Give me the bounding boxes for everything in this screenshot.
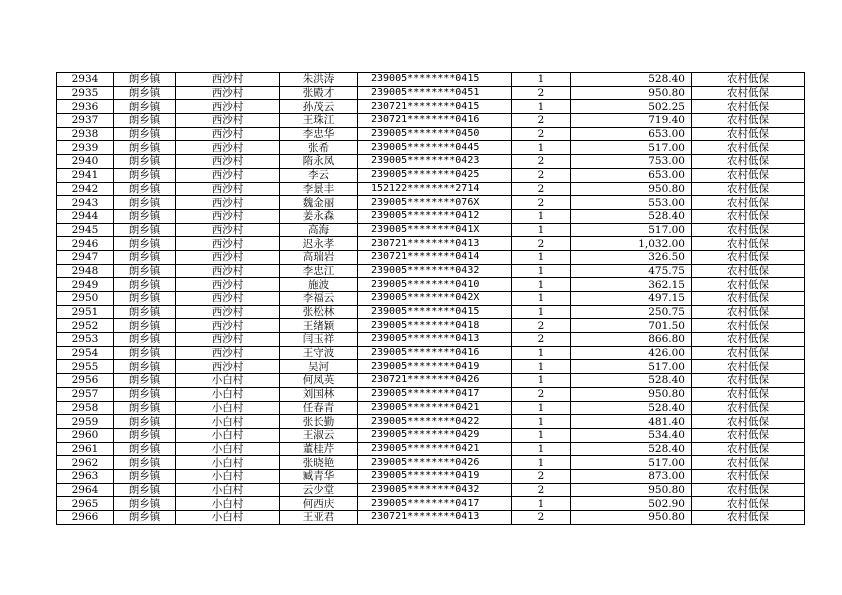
household-count-cell: 1 xyxy=(512,428,571,442)
table-row xyxy=(57,415,805,429)
beneficiary-table-body xyxy=(57,73,805,525)
name-cell: 王淑云 xyxy=(280,428,358,442)
assistance-type-cell: 农村低保 xyxy=(692,182,805,196)
row-number: 2939 xyxy=(57,141,114,155)
row-number: 2942 xyxy=(57,182,114,196)
town-cell: 朗乡镇 xyxy=(114,223,176,237)
row-number: 2944 xyxy=(57,209,114,223)
town-cell: 朗乡镇 xyxy=(114,250,176,264)
village-cell: 西沙村 xyxy=(176,264,280,278)
table-row xyxy=(57,469,805,483)
table-row xyxy=(57,141,805,155)
household-count-cell: 1 xyxy=(512,442,571,456)
household-count-cell: 2 xyxy=(512,155,571,169)
name-cell: 云少堂 xyxy=(280,483,358,497)
name-cell: 王绪颖 xyxy=(280,319,358,333)
table-row xyxy=(57,497,805,511)
town-cell: 朗乡镇 xyxy=(114,305,176,319)
amount-cell: 653.00 xyxy=(571,127,692,141)
household-count-cell: 1 xyxy=(512,292,571,306)
assistance-type-cell: 农村低保 xyxy=(692,360,805,374)
household-count-cell: 1 xyxy=(512,209,571,223)
household-count-cell: 1 xyxy=(512,497,571,511)
town-cell: 朗乡镇 xyxy=(114,511,176,525)
amount-cell: 528.40 xyxy=(571,209,692,223)
household-count-cell: 1 xyxy=(512,73,571,87)
household-count-cell: 1 xyxy=(512,415,571,429)
name-cell: 吴河 xyxy=(280,360,358,374)
amount-cell: 426.00 xyxy=(571,346,692,360)
household-count-cell: 1 xyxy=(512,456,571,470)
town-cell: 朗乡镇 xyxy=(114,100,176,114)
village-cell: 西沙村 xyxy=(176,114,280,128)
id-number-cell: 239005********0415 xyxy=(358,305,512,319)
village-cell: 西沙村 xyxy=(176,141,280,155)
village-cell: 西沙村 xyxy=(176,196,280,210)
village-cell: 西沙村 xyxy=(176,168,280,182)
town-cell: 朗乡镇 xyxy=(114,333,176,347)
amount-cell: 326.50 xyxy=(571,250,692,264)
amount-cell: 553.00 xyxy=(571,196,692,210)
town-cell: 朗乡镇 xyxy=(114,209,176,223)
assistance-type-cell: 农村低保 xyxy=(692,155,805,169)
household-count-cell: 1 xyxy=(512,100,571,114)
table-row xyxy=(57,196,805,210)
town-cell: 朗乡镇 xyxy=(114,196,176,210)
amount-cell: 653.00 xyxy=(571,168,692,182)
id-number-cell: 239005********0423 xyxy=(358,155,512,169)
table-row xyxy=(57,456,805,470)
name-cell: 施波 xyxy=(280,278,358,292)
town-cell: 朗乡镇 xyxy=(114,456,176,470)
row-number: 2949 xyxy=(57,278,114,292)
household-count-cell: 1 xyxy=(512,278,571,292)
amount-cell: 873.00 xyxy=(571,469,692,483)
household-count-cell: 1 xyxy=(512,264,571,278)
table-row xyxy=(57,264,805,278)
amount-cell: 497.15 xyxy=(571,292,692,306)
household-count-cell: 2 xyxy=(512,387,571,401)
village-cell: 小白村 xyxy=(176,428,280,442)
amount-cell: 528.40 xyxy=(571,442,692,456)
village-cell: 小白村 xyxy=(176,442,280,456)
amount-cell: 481.40 xyxy=(571,415,692,429)
row-number: 2937 xyxy=(57,114,114,128)
village-cell: 小白村 xyxy=(176,469,280,483)
village-cell: 西沙村 xyxy=(176,278,280,292)
name-cell: 张松林 xyxy=(280,305,358,319)
town-cell: 朗乡镇 xyxy=(114,264,176,278)
row-number: 2946 xyxy=(57,237,114,251)
town-cell: 朗乡镇 xyxy=(114,401,176,415)
household-count-cell: 2 xyxy=(512,333,571,347)
name-cell: 董桂芹 xyxy=(280,442,358,456)
id-number-cell: 239005********0421 xyxy=(358,401,512,415)
village-cell: 西沙村 xyxy=(176,223,280,237)
town-cell: 朗乡镇 xyxy=(114,415,176,429)
village-cell: 西沙村 xyxy=(176,319,280,333)
table-row xyxy=(57,73,805,87)
household-count-cell: 1 xyxy=(512,305,571,319)
household-count-cell: 1 xyxy=(512,346,571,360)
id-number-cell: 239005********0432 xyxy=(358,483,512,497)
table-row xyxy=(57,428,805,442)
village-cell: 西沙村 xyxy=(176,305,280,319)
row-number: 2958 xyxy=(57,401,114,415)
household-count-cell: 2 xyxy=(512,168,571,182)
name-cell: 魏金丽 xyxy=(280,196,358,210)
table-row xyxy=(57,155,805,169)
name-cell: 臧青华 xyxy=(280,469,358,483)
household-count-cell: 1 xyxy=(512,141,571,155)
amount-cell: 528.40 xyxy=(571,374,692,388)
household-count-cell: 2 xyxy=(512,237,571,251)
id-number-cell: 152122********2714 xyxy=(358,182,512,196)
village-cell: 西沙村 xyxy=(176,86,280,100)
assistance-type-cell: 农村低保 xyxy=(692,346,805,360)
table-row xyxy=(57,86,805,100)
household-count-cell: 2 xyxy=(512,469,571,483)
id-number-cell: 239005********042X xyxy=(358,292,512,306)
row-number: 2957 xyxy=(57,387,114,401)
table-row xyxy=(57,387,805,401)
table-row xyxy=(57,127,805,141)
amount-cell: 517.00 xyxy=(571,223,692,237)
assistance-type-cell: 农村低保 xyxy=(692,442,805,456)
household-count-cell: 2 xyxy=(512,483,571,497)
assistance-type-cell: 农村低保 xyxy=(692,168,805,182)
assistance-type-cell: 农村低保 xyxy=(692,305,805,319)
amount-cell: 719.40 xyxy=(571,114,692,128)
village-cell: 西沙村 xyxy=(176,182,280,196)
table-row xyxy=(57,100,805,114)
assistance-type-cell: 农村低保 xyxy=(692,483,805,497)
village-cell: 西沙村 xyxy=(176,292,280,306)
table-row xyxy=(57,374,805,388)
id-number-cell: 239005********0419 xyxy=(358,469,512,483)
household-count-cell: 1 xyxy=(512,374,571,388)
id-number-cell: 239005********0412 xyxy=(358,209,512,223)
town-cell: 朗乡镇 xyxy=(114,374,176,388)
row-number: 2964 xyxy=(57,483,114,497)
assistance-type-cell: 农村低保 xyxy=(692,333,805,347)
household-count-cell: 2 xyxy=(512,511,571,525)
row-number: 2936 xyxy=(57,100,114,114)
household-count-cell: 1 xyxy=(512,250,571,264)
assistance-type-cell: 农村低保 xyxy=(692,223,805,237)
name-cell: 王亚君 xyxy=(280,511,358,525)
row-number: 2962 xyxy=(57,456,114,470)
village-cell: 小白村 xyxy=(176,483,280,497)
amount-cell: 950.80 xyxy=(571,86,692,100)
row-number: 2961 xyxy=(57,442,114,456)
amount-cell: 950.80 xyxy=(571,182,692,196)
id-number-cell: 239005********0416 xyxy=(358,346,512,360)
table-row xyxy=(57,401,805,415)
town-cell: 朗乡镇 xyxy=(114,483,176,497)
town-cell: 朗乡镇 xyxy=(114,86,176,100)
name-cell: 李忠江 xyxy=(280,264,358,278)
table-row xyxy=(57,483,805,497)
id-number-cell: 239005********0429 xyxy=(358,428,512,442)
table-row xyxy=(57,278,805,292)
name-cell: 王珠江 xyxy=(280,114,358,128)
name-cell: 刘国林 xyxy=(280,387,358,401)
assistance-type-cell: 农村低保 xyxy=(692,401,805,415)
village-cell: 小白村 xyxy=(176,401,280,415)
id-number-cell: 230721********0413 xyxy=(358,237,512,251)
town-cell: 朗乡镇 xyxy=(114,278,176,292)
assistance-type-cell: 农村低保 xyxy=(692,319,805,333)
table-row xyxy=(57,237,805,251)
id-number-cell: 239005********0417 xyxy=(358,387,512,401)
assistance-type-cell: 农村低保 xyxy=(692,497,805,511)
town-cell: 朗乡镇 xyxy=(114,141,176,155)
assistance-type-cell: 农村低保 xyxy=(692,127,805,141)
village-cell: 小白村 xyxy=(176,415,280,429)
village-cell: 小白村 xyxy=(176,387,280,401)
row-number: 2935 xyxy=(57,86,114,100)
town-cell: 朗乡镇 xyxy=(114,114,176,128)
assistance-type-cell: 农村低保 xyxy=(692,292,805,306)
name-cell: 张晓艳 xyxy=(280,456,358,470)
assistance-type-cell: 农村低保 xyxy=(692,73,805,87)
table-row xyxy=(57,209,805,223)
town-cell: 朗乡镇 xyxy=(114,469,176,483)
name-cell: 张殿才 xyxy=(280,86,358,100)
amount-cell: 866.80 xyxy=(571,333,692,347)
row-number: 2963 xyxy=(57,469,114,483)
amount-cell: 250.75 xyxy=(571,305,692,319)
town-cell: 朗乡镇 xyxy=(114,127,176,141)
town-cell: 朗乡镇 xyxy=(114,360,176,374)
household-count-cell: 1 xyxy=(512,401,571,415)
row-number: 2956 xyxy=(57,374,114,388)
name-cell: 迟永孝 xyxy=(280,237,358,251)
village-cell: 西沙村 xyxy=(176,73,280,87)
amount-cell: 517.00 xyxy=(571,141,692,155)
name-cell: 李福云 xyxy=(280,292,358,306)
row-number: 2954 xyxy=(57,346,114,360)
table-row xyxy=(57,182,805,196)
village-cell: 西沙村 xyxy=(176,250,280,264)
town-cell: 朗乡镇 xyxy=(114,155,176,169)
assistance-type-cell: 农村低保 xyxy=(692,209,805,223)
name-cell: 王守波 xyxy=(280,346,358,360)
household-count-cell: 2 xyxy=(512,114,571,128)
amount-cell: 701.50 xyxy=(571,319,692,333)
id-number-cell: 239005********0422 xyxy=(358,415,512,429)
name-cell: 高海 xyxy=(280,223,358,237)
town-cell: 朗乡镇 xyxy=(114,73,176,87)
village-cell: 西沙村 xyxy=(176,209,280,223)
name-cell: 李忠华 xyxy=(280,127,358,141)
town-cell: 朗乡镇 xyxy=(114,237,176,251)
name-cell: 高瑞岩 xyxy=(280,250,358,264)
village-cell: 西沙村 xyxy=(176,127,280,141)
table-row xyxy=(57,333,805,347)
town-cell: 朗乡镇 xyxy=(114,168,176,182)
id-number-cell: 239005********0418 xyxy=(358,319,512,333)
name-cell: 孙茂云 xyxy=(280,100,358,114)
row-number: 2950 xyxy=(57,292,114,306)
assistance-type-cell: 农村低保 xyxy=(692,469,805,483)
assistance-type-cell: 农村低保 xyxy=(692,264,805,278)
id-number-cell: 239005********0425 xyxy=(358,168,512,182)
row-number: 2960 xyxy=(57,428,114,442)
assistance-type-cell: 农村低保 xyxy=(692,250,805,264)
assistance-type-cell: 农村低保 xyxy=(692,278,805,292)
table-row xyxy=(57,511,805,525)
table-row xyxy=(57,223,805,237)
town-cell: 朗乡镇 xyxy=(114,387,176,401)
amount-cell: 362.15 xyxy=(571,278,692,292)
row-number: 2966 xyxy=(57,511,114,525)
id-number-cell: 239005********0417 xyxy=(358,497,512,511)
amount-cell: 950.80 xyxy=(571,387,692,401)
amount-cell: 517.00 xyxy=(571,360,692,374)
household-count-cell: 2 xyxy=(512,319,571,333)
row-number: 2952 xyxy=(57,319,114,333)
row-number: 2934 xyxy=(57,73,114,87)
id-number-cell: 239005********0413 xyxy=(358,333,512,347)
village-cell: 小白村 xyxy=(176,497,280,511)
household-count-cell: 2 xyxy=(512,196,571,210)
town-cell: 朗乡镇 xyxy=(114,182,176,196)
amount-cell: 517.00 xyxy=(571,456,692,470)
id-number-cell: 230721********0415 xyxy=(358,100,512,114)
household-count-cell: 2 xyxy=(512,127,571,141)
id-number-cell: 230721********0413 xyxy=(358,511,512,525)
table-row xyxy=(57,319,805,333)
table-row xyxy=(57,305,805,319)
amount-cell: 475.75 xyxy=(571,264,692,278)
town-cell: 朗乡镇 xyxy=(114,442,176,456)
row-number: 2955 xyxy=(57,360,114,374)
row-number: 2943 xyxy=(57,196,114,210)
name-cell: 张希 xyxy=(280,141,358,155)
table-row xyxy=(57,250,805,264)
row-number: 2951 xyxy=(57,305,114,319)
town-cell: 朗乡镇 xyxy=(114,319,176,333)
row-number: 2938 xyxy=(57,127,114,141)
row-number: 2953 xyxy=(57,333,114,347)
amount-cell: 753.00 xyxy=(571,155,692,169)
village-cell: 西沙村 xyxy=(176,237,280,251)
assistance-type-cell: 农村低保 xyxy=(692,100,805,114)
name-cell: 闫玉祥 xyxy=(280,333,358,347)
table-row xyxy=(57,442,805,456)
name-cell: 何凤英 xyxy=(280,374,358,388)
amount-cell: 950.80 xyxy=(571,483,692,497)
name-cell: 李云 xyxy=(280,168,358,182)
row-number: 2959 xyxy=(57,415,114,429)
household-count-cell: 2 xyxy=(512,182,571,196)
id-number-cell: 239005********0451 xyxy=(358,86,512,100)
village-cell: 西沙村 xyxy=(176,346,280,360)
village-cell: 小白村 xyxy=(176,374,280,388)
name-cell: 朱洪涛 xyxy=(280,73,358,87)
town-cell: 朗乡镇 xyxy=(114,292,176,306)
amount-cell: 534.40 xyxy=(571,428,692,442)
amount-cell: 528.40 xyxy=(571,401,692,415)
row-number: 2940 xyxy=(57,155,114,169)
village-cell: 小白村 xyxy=(176,456,280,470)
assistance-type-cell: 农村低保 xyxy=(692,387,805,401)
household-count-cell: 1 xyxy=(512,223,571,237)
id-number-cell: 239005********0421 xyxy=(358,442,512,456)
id-number-cell: 239005********0426 xyxy=(358,456,512,470)
id-number-cell: 239005********0432 xyxy=(358,264,512,278)
id-number-cell: 230721********0414 xyxy=(358,250,512,264)
household-count-cell: 1 xyxy=(512,360,571,374)
amount-cell: 1,032.00 xyxy=(571,237,692,251)
village-cell: 西沙村 xyxy=(176,100,280,114)
id-number-cell: 239005********0450 xyxy=(358,127,512,141)
table-row xyxy=(57,360,805,374)
id-number-cell: 230721********0426 xyxy=(358,374,512,388)
name-cell: 姜永森 xyxy=(280,209,358,223)
village-cell: 西沙村 xyxy=(176,360,280,374)
name-cell: 任春青 xyxy=(280,401,358,415)
table-row xyxy=(57,114,805,128)
amount-cell: 502.90 xyxy=(571,497,692,511)
town-cell: 朗乡镇 xyxy=(114,497,176,511)
assistance-type-cell: 农村低保 xyxy=(692,237,805,251)
assistance-type-cell: 农村低保 xyxy=(692,428,805,442)
name-cell: 张长勤 xyxy=(280,415,358,429)
row-number: 2965 xyxy=(57,497,114,511)
id-number-cell: 239005********041X xyxy=(358,223,512,237)
beneficiary-table xyxy=(56,72,805,525)
village-cell: 小白村 xyxy=(176,511,280,525)
row-number: 2941 xyxy=(57,168,114,182)
town-cell: 朗乡镇 xyxy=(114,346,176,360)
table-row xyxy=(57,168,805,182)
table-row xyxy=(57,292,805,306)
id-number-cell: 239005********076X xyxy=(358,196,512,210)
name-cell: 隋永凤 xyxy=(280,155,358,169)
household-count-cell: 2 xyxy=(512,86,571,100)
assistance-type-cell: 农村低保 xyxy=(692,415,805,429)
id-number-cell: 239005********0419 xyxy=(358,360,512,374)
name-cell: 何西庆 xyxy=(280,497,358,511)
town-cell: 朗乡镇 xyxy=(114,428,176,442)
id-number-cell: 230721********0416 xyxy=(358,114,512,128)
assistance-type-cell: 农村低保 xyxy=(692,114,805,128)
assistance-type-cell: 农村低保 xyxy=(692,456,805,470)
table-row xyxy=(57,346,805,360)
id-number-cell: 239005********0415 xyxy=(358,73,512,87)
assistance-type-cell: 农村低保 xyxy=(692,86,805,100)
assistance-type-cell: 农村低保 xyxy=(692,511,805,525)
amount-cell: 528.40 xyxy=(571,73,692,87)
village-cell: 西沙村 xyxy=(176,155,280,169)
assistance-type-cell: 农村低保 xyxy=(692,374,805,388)
assistance-type-cell: 农村低保 xyxy=(692,141,805,155)
amount-cell: 950.80 xyxy=(571,511,692,525)
row-number: 2947 xyxy=(57,250,114,264)
amount-cell: 502.25 xyxy=(571,100,692,114)
village-cell: 西沙村 xyxy=(176,333,280,347)
name-cell: 李景丰 xyxy=(280,182,358,196)
row-number: 2945 xyxy=(57,223,114,237)
id-number-cell: 239005********0410 xyxy=(358,278,512,292)
id-number-cell: 239005********0445 xyxy=(358,141,512,155)
assistance-type-cell: 农村低保 xyxy=(692,196,805,210)
row-number: 2948 xyxy=(57,264,114,278)
